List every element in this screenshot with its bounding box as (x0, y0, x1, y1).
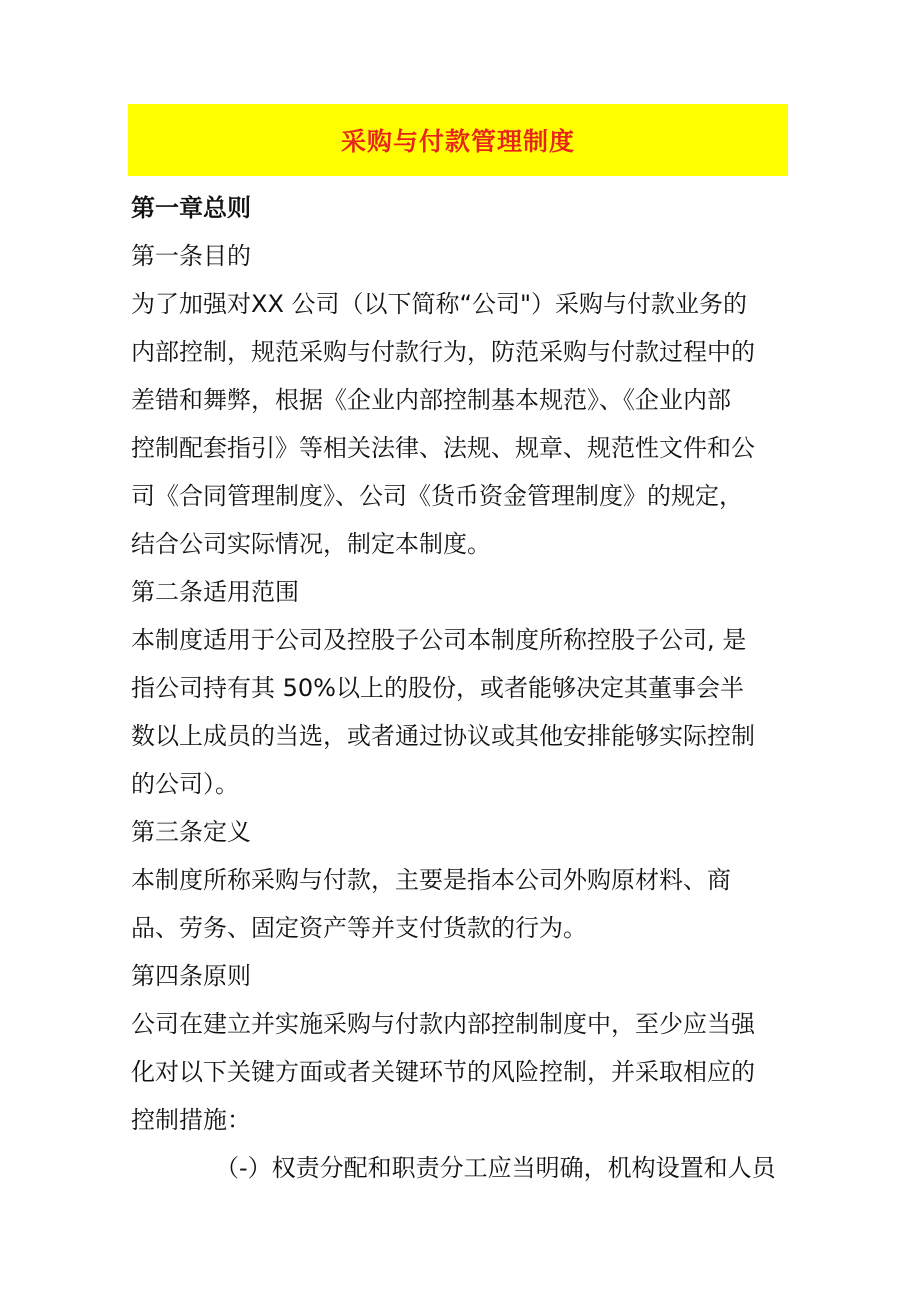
paragraph-line: 本制度适用于公司及控股子公司本制度所称控股子公司, 是 (131, 626, 747, 654)
paragraph-line: 司《合同管理制度》、公司《货币资金管理制度》的规定， (131, 482, 743, 510)
paragraph-line: 内部控制，规范采购与付款行为，防范采购与付款过程中的 (131, 338, 755, 366)
list-item-line: （-）权责分配和职责分工应当明确，机构设置和人员 (215, 1154, 776, 1182)
paragraph-line: 公司在建立并实施采购与付款内部控制制度中，至少应当强 (131, 1010, 755, 1038)
paragraph-line: 指公司持有其 50%以上的股份，或者能够决定其董事会半 (131, 674, 744, 702)
paragraph-line: 数以上成员的当选，或者通过协议或其他安排能够实际控制 (131, 722, 755, 750)
document-body (131, 184, 791, 1192)
paragraph-line: 差错和舞弊，根据《企业内部控制基本规范》、《企业内部 (131, 386, 731, 414)
paragraph-line: 控制措施： (131, 1106, 251, 1134)
chapter-heading: 第一章总则 (131, 194, 251, 222)
paragraph-line: 结合公司实际情况，制定本制度。 (131, 530, 491, 558)
article-heading: 第一条目的 (131, 242, 251, 270)
paragraph-line: 控制配套指引》等相关法律、法规、规章、规范性文件和公 (131, 434, 755, 462)
article-heading: 第四条原则 (131, 962, 251, 990)
paragraph-line: 本制度所称采购与付款，主要是指本公司外购原材料、商 (131, 866, 731, 894)
title-banner (128, 104, 788, 176)
paragraph-line: 品、劳务、固定资产等并支付货款的行为。 (131, 914, 587, 942)
paragraph-line: 化对以下关键方面或者关键环节的风险控制，并采取相应的 (131, 1058, 755, 1086)
article-heading: 第二条适用范围 (131, 578, 299, 606)
paragraph-line: 的公司）。 (131, 770, 239, 798)
paragraph-line: 为了加强对XX 公司（以下简称“公司"）采购与付款业务的 (131, 290, 747, 318)
article-heading: 第三条定义 (131, 818, 251, 846)
document-title: 采购与付款管理制度 (340, 127, 575, 156)
